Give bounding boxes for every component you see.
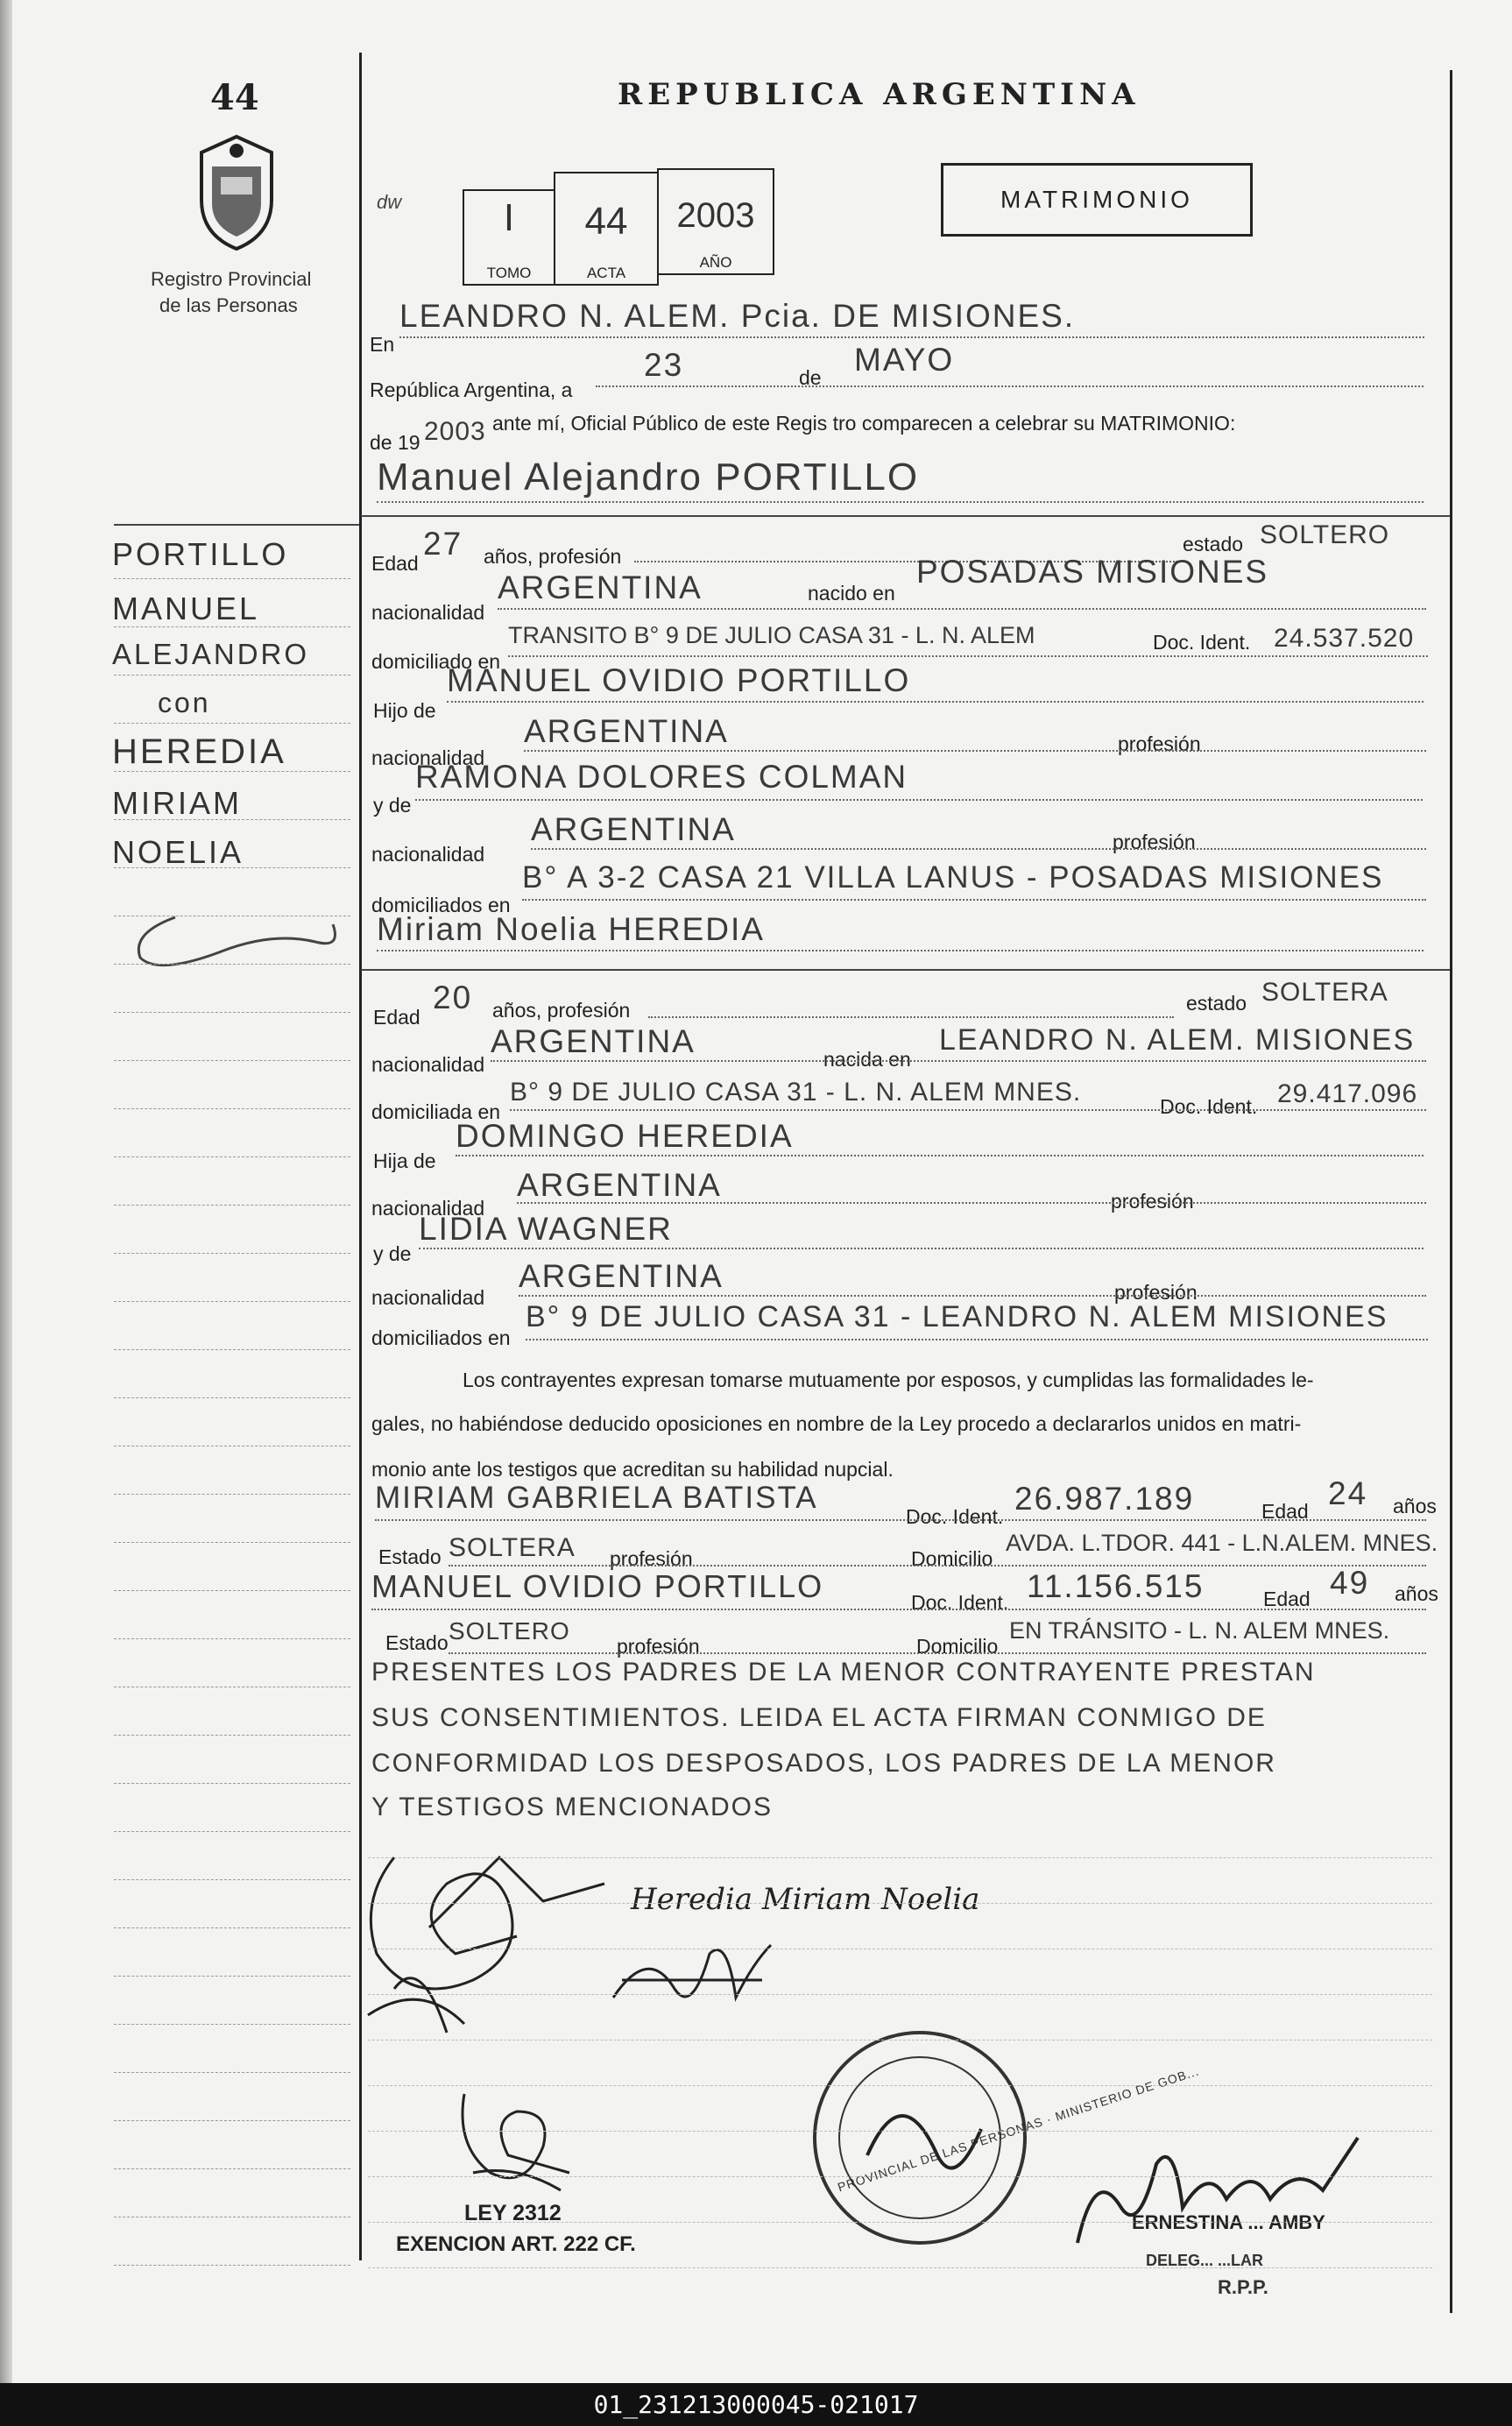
bride-doc: 29.417.096	[1277, 1079, 1418, 1108]
witness1-name: MIRIAM GABRIELA BATISTA	[375, 1481, 818, 1515]
provincial-coat-of-arms-icon	[184, 131, 289, 254]
tomo-label: TOMO	[486, 265, 532, 281]
witness2-estado-line	[449, 1652, 1426, 1654]
bride-edad-label: Edad	[373, 1006, 420, 1029]
seal-text: PROVINCIAL DE LAS PERSONAS · MINISTERIO DE GOB...	[836, 2063, 1201, 2195]
witness2-age: 49	[1330, 1565, 1370, 1601]
groom-mother-nat: ARGENTINA	[531, 811, 736, 847]
margin-flourish-icon	[123, 907, 350, 977]
groom-nat-line	[498, 608, 1426, 610]
groom-doc-label: Doc. Ident.	[1153, 631, 1251, 654]
margin-ruled-line	[114, 1108, 350, 1109]
groom-y-de-label: y de	[373, 794, 412, 817]
bride-profesion-label: años, profesión	[492, 999, 631, 1022]
witness2-profesion-label: profesión	[617, 1635, 700, 1658]
body-ruled-line	[368, 1903, 1432, 1904]
groom-father-nat-label: nacionalidad	[371, 746, 485, 769]
margin-ruled-line	[114, 819, 350, 820]
margin-ruled-line	[114, 1542, 350, 1543]
acta-cell	[554, 172, 659, 286]
groom-father-line	[447, 701, 1424, 703]
bride-parents-dom-label: domiciliados en	[371, 1326, 511, 1349]
bride-parents-line	[526, 1339, 1428, 1340]
notes-line2: SUS CONSENTIMIENTOS. LEIDA EL ACTA FIRMAN CONMIGO DE	[371, 1703, 1267, 1732]
margin-ruled-line	[114, 771, 350, 772]
witness2-domicilio-label: Domicilio	[916, 1635, 999, 1658]
witness1-profesion-label: profesión	[610, 1547, 693, 1570]
margin-ruled-line	[114, 1397, 350, 1398]
margin-ruled-line	[114, 2024, 350, 2025]
margin-ruled-line	[114, 1783, 350, 1784]
anio-label: AÑO	[699, 254, 732, 271]
document-type-box: MATRIMONIO	[941, 163, 1253, 237]
witness1-doc: 26.987.189	[1014, 1481, 1195, 1517]
groom-mother-prof-label: profesión	[1113, 831, 1196, 853]
witness1-name-line	[375, 1519, 1426, 1521]
signature-bottom-left-icon	[438, 2076, 596, 2199]
groom-estado-label: estado	[1183, 533, 1244, 555]
registry-name-line2: de las Personas	[159, 294, 298, 316]
margin-ruled-line	[114, 1012, 350, 1013]
bride-mother-nat: ARGENTINA	[519, 1258, 724, 1294]
witness2-estado: SOLTERO	[449, 1617, 570, 1644]
body-ruled-line	[368, 2085, 1432, 2086]
bride-father-nat: ARGENTINA	[517, 1167, 722, 1203]
groom-parents-dom-label: domiciliados en	[371, 894, 511, 916]
witness2-name: MANUEL OVIDIO PORTILLO	[371, 1568, 824, 1604]
groom-domicilio-label: domiciliado en	[371, 650, 501, 673]
margin-ruled-line	[114, 1349, 350, 1350]
groom-mother: RAMONA DOLORES COLMAN	[415, 759, 908, 795]
rpp-label: R.P.P.	[1218, 2276, 1268, 2298]
bride-father-nat-line	[517, 1202, 1426, 1204]
official-title: DELEG... ...LAR	[1146, 2252, 1264, 2269]
witness1-edad-label: Edad	[1261, 1500, 1309, 1523]
body-ruled-line	[368, 2267, 1432, 2268]
groom-mother-nat-line	[531, 848, 1426, 850]
groom-profesion-label: años, profesión	[484, 545, 622, 568]
bride-domicilio-label: domiciliada en	[371, 1100, 501, 1123]
bride-nacionalidad-label: nacionalidad	[371, 1053, 485, 1076]
page-number: 44	[210, 77, 259, 118]
declaration-line3: monio ante los testigos que acreditan su habilidad nupcial.	[371, 1458, 894, 1481]
margin-ruled-line	[114, 1205, 350, 1206]
bride-estado-label: estado	[1186, 992, 1247, 1015]
bride-section-rule	[361, 969, 1450, 971]
groom-section-rule	[361, 515, 1450, 517]
margin-ruled-line	[114, 1927, 350, 1928]
groom-birthplace: POSADAS MISIONES	[916, 554, 1269, 590]
margin-ruled-line	[114, 1253, 350, 1254]
bride-father: DOMINGO HEREDIA	[456, 1118, 794, 1154]
groom-father-prof-label: profesión	[1118, 732, 1201, 755]
notes-line3: CONFORMIDAD LOS DESPOSADOS, LOS PADRES DE LA MENOR	[371, 1749, 1276, 1778]
margin-groom-middle: ALEJANDRO	[112, 638, 310, 670]
tomo-value: I	[503, 196, 515, 239]
margin-groom-surname: PORTILLO	[112, 536, 289, 572]
margin-initials: dw	[377, 191, 402, 213]
bride-mother: LIDIA WAGNER	[419, 1211, 673, 1247]
bride-full-name: Miriam Noelia HEREDIA	[377, 911, 765, 947]
witness1-age: 24	[1328, 1475, 1368, 1511]
official-name: ERNESTINA ... AMBY	[1132, 2211, 1325, 2233]
groom-estado: SOLTERO	[1260, 520, 1390, 549]
acta-label: ACTA	[586, 265, 626, 281]
margin-ruled-line	[114, 1831, 350, 1832]
bride-age: 20	[433, 980, 473, 1015]
declaration-line1: Los contrayentes expresan tomarse mutuamente por esposos, y cumplidas las formalidades le-	[463, 1369, 1314, 1391]
margin-ruled-line	[114, 2072, 350, 2073]
en-label: En	[370, 333, 395, 356]
left-column-rule	[114, 524, 359, 526]
margin-ruled-line	[114, 1060, 350, 1061]
margin-ruled-line	[114, 1879, 350, 1880]
bride-signature: Heredia Miriam Noelia	[631, 1882, 980, 1917]
groom-full-name: Manuel Alejandro PORTILLO	[377, 456, 920, 499]
witness2-address: EN TRÁNSITO - L. N. ALEM MNES.	[1009, 1617, 1390, 1644]
de-year-label: de 19	[370, 431, 420, 454]
bride-estado: SOLTERA	[1261, 978, 1388, 1007]
bride-y-de-label: y de	[373, 1242, 412, 1265]
bride-father-prof-label: profesión	[1111, 1190, 1194, 1213]
witness1-estado-line	[449, 1565, 1426, 1567]
witness1-domicilio-label: Domicilio	[911, 1547, 993, 1570]
groom-nacido-label: nacido en	[808, 582, 895, 605]
margin-ruled-line	[114, 867, 350, 868]
body-ruled-line	[368, 2176, 1432, 2177]
groom-hijo-label: Hijo de	[373, 699, 436, 722]
bride-father-line	[456, 1155, 1424, 1156]
right-border	[1450, 70, 1452, 2313]
place-fill-line	[399, 336, 1424, 338]
bride-birthplace: LEANDRO N. ALEM. MISIONES	[939, 1023, 1416, 1057]
law-line1: LEY 2312	[464, 2201, 562, 2225]
groom-parents-line	[522, 899, 1426, 901]
declaration-line2: gales, no habiéndose deducido oposiciones en nombre de la Ley procedo a declararlos unidos en matri-	[371, 1412, 1302, 1435]
margin-ruled-line	[114, 1735, 350, 1736]
acta-value: 44	[584, 200, 628, 243]
margin-ruled-line	[114, 964, 350, 965]
groom-father-nat-line	[524, 750, 1426, 752]
body-ruled-line	[368, 1994, 1432, 1995]
bride-parents-address: B° 9 DE JULIO CASA 31 - LEANDRO N. ALEM MISIONES	[526, 1300, 1388, 1333]
witness1-doc-label: Doc. Ident.	[906, 1505, 1004, 1528]
bride-name-fill-line	[377, 950, 1424, 951]
scan-id-footer: 01_231213000045-021017	[0, 2383, 1512, 2426]
margin-bride-middle: NOELIA	[112, 834, 244, 870]
margin-bride-surname: HEREDIA	[112, 732, 286, 771]
body-ruled-line	[368, 2131, 1432, 2132]
witness1-anos-label: años	[1393, 1495, 1437, 1517]
witness1-estado: SOLTERA	[449, 1533, 576, 1562]
groom-signature-icon	[342, 1822, 639, 2050]
groom-doc: 24.537.520	[1274, 624, 1415, 653]
groom-father: MANUEL OVIDIO PORTILLO	[447, 662, 911, 698]
year-value: 2003	[424, 417, 486, 446]
bride-dom-line	[510, 1109, 1426, 1111]
groom-edad-label: Edad	[371, 552, 419, 575]
groom-parents-address: B° A 3-2 CASA 21 VILLA LANUS - POSADAS MISIONES	[522, 860, 1384, 895]
witness-signature-icon	[604, 1927, 780, 2024]
de-label: de	[799, 366, 822, 389]
place-value: LEANDRO N. ALEM. Pcia. DE MISIONES.	[399, 298, 1076, 334]
groom-mother-nat-label: nacionalidad	[371, 843, 485, 866]
margin-ruled-line	[114, 1590, 350, 1591]
groom-dom-line	[508, 655, 1428, 657]
groom-nacionalidad-label: nacionalidad	[371, 601, 485, 624]
bride-nacida-label: nacida en	[823, 1048, 911, 1071]
witness1-address: AVDA. L.TDOR. 441 - L.N.ALEM. MNES.	[1006, 1530, 1438, 1556]
margin-ruled-line	[114, 723, 350, 724]
margin-ruled-line	[114, 2265, 350, 2266]
statement-text: ante mí, Oficial Público de este Regis tro comparecen a celebrar su MATRIMONIO:	[492, 412, 1236, 435]
bride-nationality: ARGENTINA	[491, 1023, 696, 1059]
month-value: MAYO	[854, 342, 955, 378]
date-fill-line	[596, 385, 1424, 387]
country-title: REPUBLICA ARGENTINA	[618, 77, 1141, 112]
witness2-estado-label: Estado	[385, 1631, 449, 1654]
margin-ruled-line	[114, 1976, 350, 1977]
officer-signature-icon	[1060, 2111, 1393, 2260]
margin-ruled-line	[114, 2120, 350, 2121]
witness2-anos-label: años	[1395, 1582, 1438, 1605]
witness2-name-line	[371, 1609, 1426, 1610]
registry-name-line1: Registro Provincial	[151, 268, 312, 290]
notes-line4: Y TESTIGOS MENCIONADOS	[371, 1793, 773, 1821]
body-ruled-line	[368, 1857, 1432, 1858]
groom-nationality: ARGENTINA	[498, 569, 703, 605]
witness1-estado-label: Estado	[378, 1545, 442, 1568]
bride-mother-prof-label: profesión	[1114, 1281, 1198, 1304]
notes-line1: PRESENTES LOS PADRES DE LA MENOR CONTRAYENTE PRESTAN	[371, 1658, 1316, 1687]
margin-ruled-line	[114, 1301, 350, 1302]
day-value: 23	[644, 347, 684, 383]
law-line2: EXENCION ART. 222 CF.	[396, 2232, 636, 2256]
margin-groom-first: MANUEL	[112, 591, 260, 626]
bride-mother-nat-label: nacionalidad	[371, 1286, 485, 1309]
bride-mother-nat-line	[519, 1295, 1426, 1297]
margin-bride-first: MIRIAM	[112, 785, 242, 821]
margin-ruled-line	[114, 2168, 350, 2169]
margin-ruled-line	[114, 1638, 350, 1639]
bride-address: B° 9 DE JULIO CASA 31 - L. N. ALEM MNES.	[510, 1078, 1082, 1107]
bride-hija-label: Hija de	[373, 1149, 436, 1172]
bride-profesion-line	[648, 1016, 1174, 1018]
groom-name-fill-line	[377, 501, 1424, 503]
bride-father-nat-label: nacionalidad	[371, 1197, 485, 1220]
bride-doc-label: Doc. Ident.	[1160, 1095, 1258, 1118]
margin-ruled-line	[114, 1156, 350, 1157]
witness2-edad-label: Edad	[1263, 1588, 1311, 1610]
bride-mother-line	[419, 1248, 1424, 1249]
groom-age: 27	[423, 526, 463, 562]
witness2-doc-label: Doc. Ident.	[911, 1591, 1009, 1614]
margin-ruled-line	[114, 1494, 350, 1495]
margin-ruled-line	[114, 626, 350, 627]
groom-father-nat: ARGENTINA	[524, 713, 729, 749]
tomo-cell	[463, 189, 555, 286]
bride-nat-line	[491, 1060, 1426, 1062]
groom-mother-line	[415, 799, 1423, 801]
body-ruled-line	[368, 2222, 1432, 2223]
margin-ruled-line	[114, 578, 350, 579]
anio-cell	[657, 168, 774, 275]
republica-label: República Argentina, a	[370, 378, 573, 401]
witness2-doc: 11.156.515	[1027, 1568, 1205, 1604]
margin-con: con	[158, 687, 211, 718]
anio-value: 2003	[676, 196, 755, 235]
page-binding-edge	[0, 0, 12, 2383]
groom-address: TRANSITO B° 9 DE JULIO CASA 31 - L. N. ALEM	[508, 622, 1035, 648]
body-ruled-line	[368, 2040, 1432, 2041]
